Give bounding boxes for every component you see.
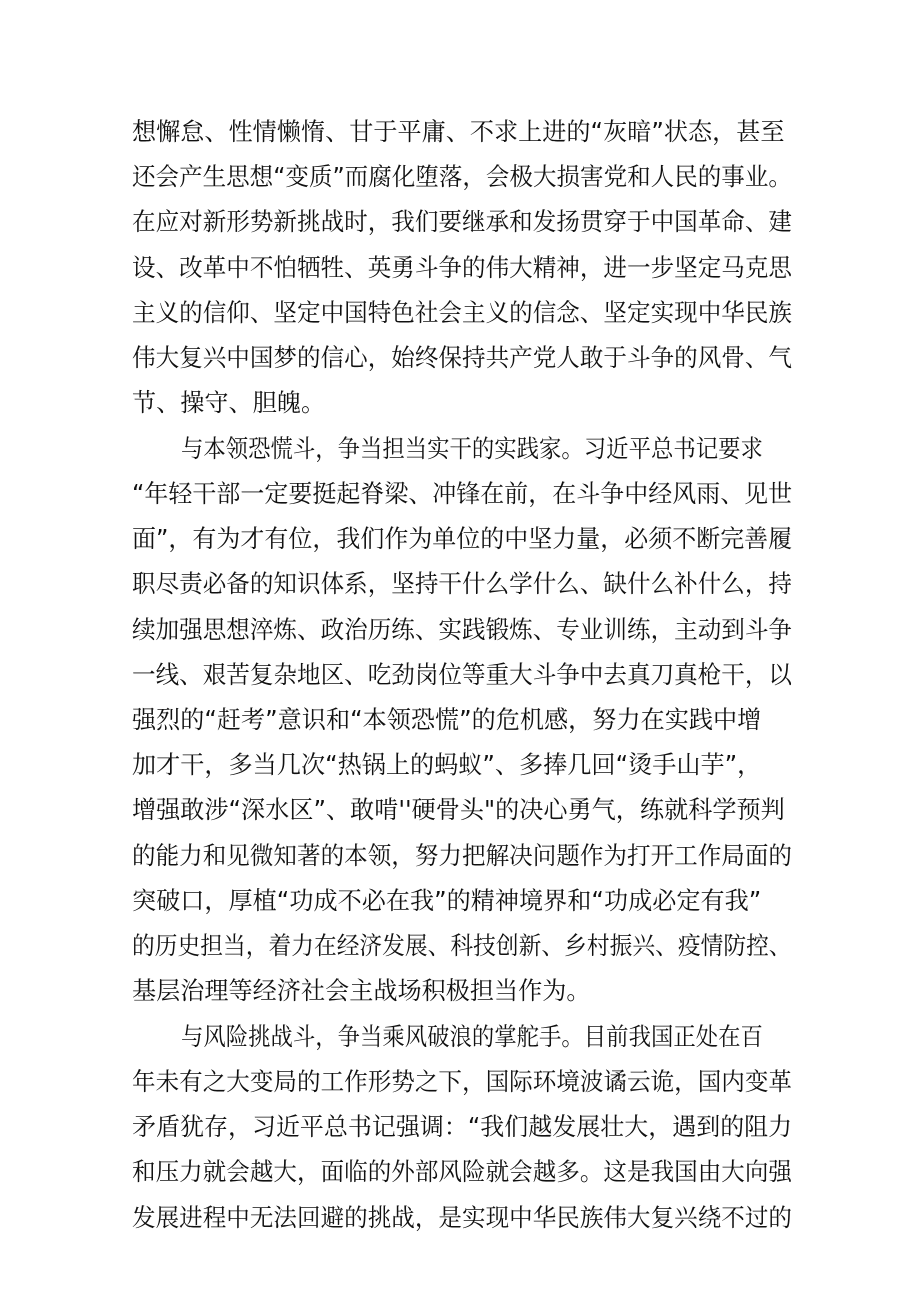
text-line: “年轻干部一定要挺起脊梁、冲锋在前，在斗争中经风雨、见世 — [132, 479, 793, 508]
text-line: 的历史担当，着力在经济发展、科技创新、乡村振兴、疫情防控、 — [132, 931, 792, 960]
text-line: 主义的信仰、坚定中国特色社会主义的信念、坚定实现中华民族 — [132, 298, 793, 327]
text-line: 伟大复兴中国梦的信心，始终保持共产党人敢于斗争的风骨、气 — [132, 343, 793, 372]
text-line: 年未有之大变局的工作形势之下，国际环境波谲云诡，国内变革 — [132, 1067, 793, 1096]
text-line: 节、操守、胆魄。 — [132, 388, 326, 417]
paragraph-heading: 与本领恐慌斗，争当担当实干的实践家。习近平总书记要求 — [181, 434, 763, 463]
text-line: 强烈的“赶考”意识和“本领恐慌”的危机感，努力在实践中增 — [132, 705, 762, 734]
text-line: 和压力就会越大，面临的外部风险就会越多。这是我国由大向强 — [132, 1157, 793, 1186]
text-line: 面”，有为才有位，我们作为单位的中坚力量，必须不断完善履 — [132, 524, 793, 553]
text-line: 突破口，厚植“功成不必在我”的精神境界和“功成必定有我” — [132, 886, 762, 915]
text-line: 还会产生思想“变质”而腐化堕落，会极大损害党和人民的事业。 — [132, 162, 792, 191]
text-line: 矛盾犹存，习近平总书记强调：“我们越发展壮大，遇到的阻力 — [132, 1112, 793, 1141]
text-line: 在应对新形势新挑战时，我们要继承和发扬贯穿于中国革命、建 — [132, 207, 793, 236]
text-line: 发展进程中无法回避的挑战，是实现中华民族伟大复兴绕不过的 — [132, 1203, 793, 1232]
paragraph-heading: 与风险挑战斗，争当乘风破浪的掌舵手。目前我国正处在百 — [181, 1022, 763, 1051]
text-line: 增强敢涉“深水区”、敢啃''硬骨头"的决心勇气，练就科学预判 — [132, 795, 785, 824]
text-line: 续加强思想淬炼、政治历练、实践锻炼、专业训练，主动到斗争 — [132, 615, 793, 644]
text-line: 一线、艰苦复杂地区、吃劲岗位等重大斗争中去真刀真枪干，以 — [132, 660, 793, 689]
text-line: 职尽责必备的知识体系，坚持干什么学什么、缺什么补什么，持 — [132, 569, 793, 598]
text-line: 设、改革中不怕牺牲、英勇斗争的伟大精神，进一步坚定马克思 — [132, 253, 793, 282]
text-line: 的能力和见微知著的本领，努力把解决问题作为打开工作局面的 — [132, 841, 793, 870]
text-line: 加才干，多当几次“热锅上的蚂蚁”、多捧几回“烫手山芋”， — [132, 750, 762, 779]
text-line: 基层治理等经济社会主战场积极担当作为。 — [132, 976, 591, 1005]
text-line: 想懈怠、性情懒惰、甘于平庸、不求上进的“灰暗”状态，甚至 — [132, 117, 785, 146]
